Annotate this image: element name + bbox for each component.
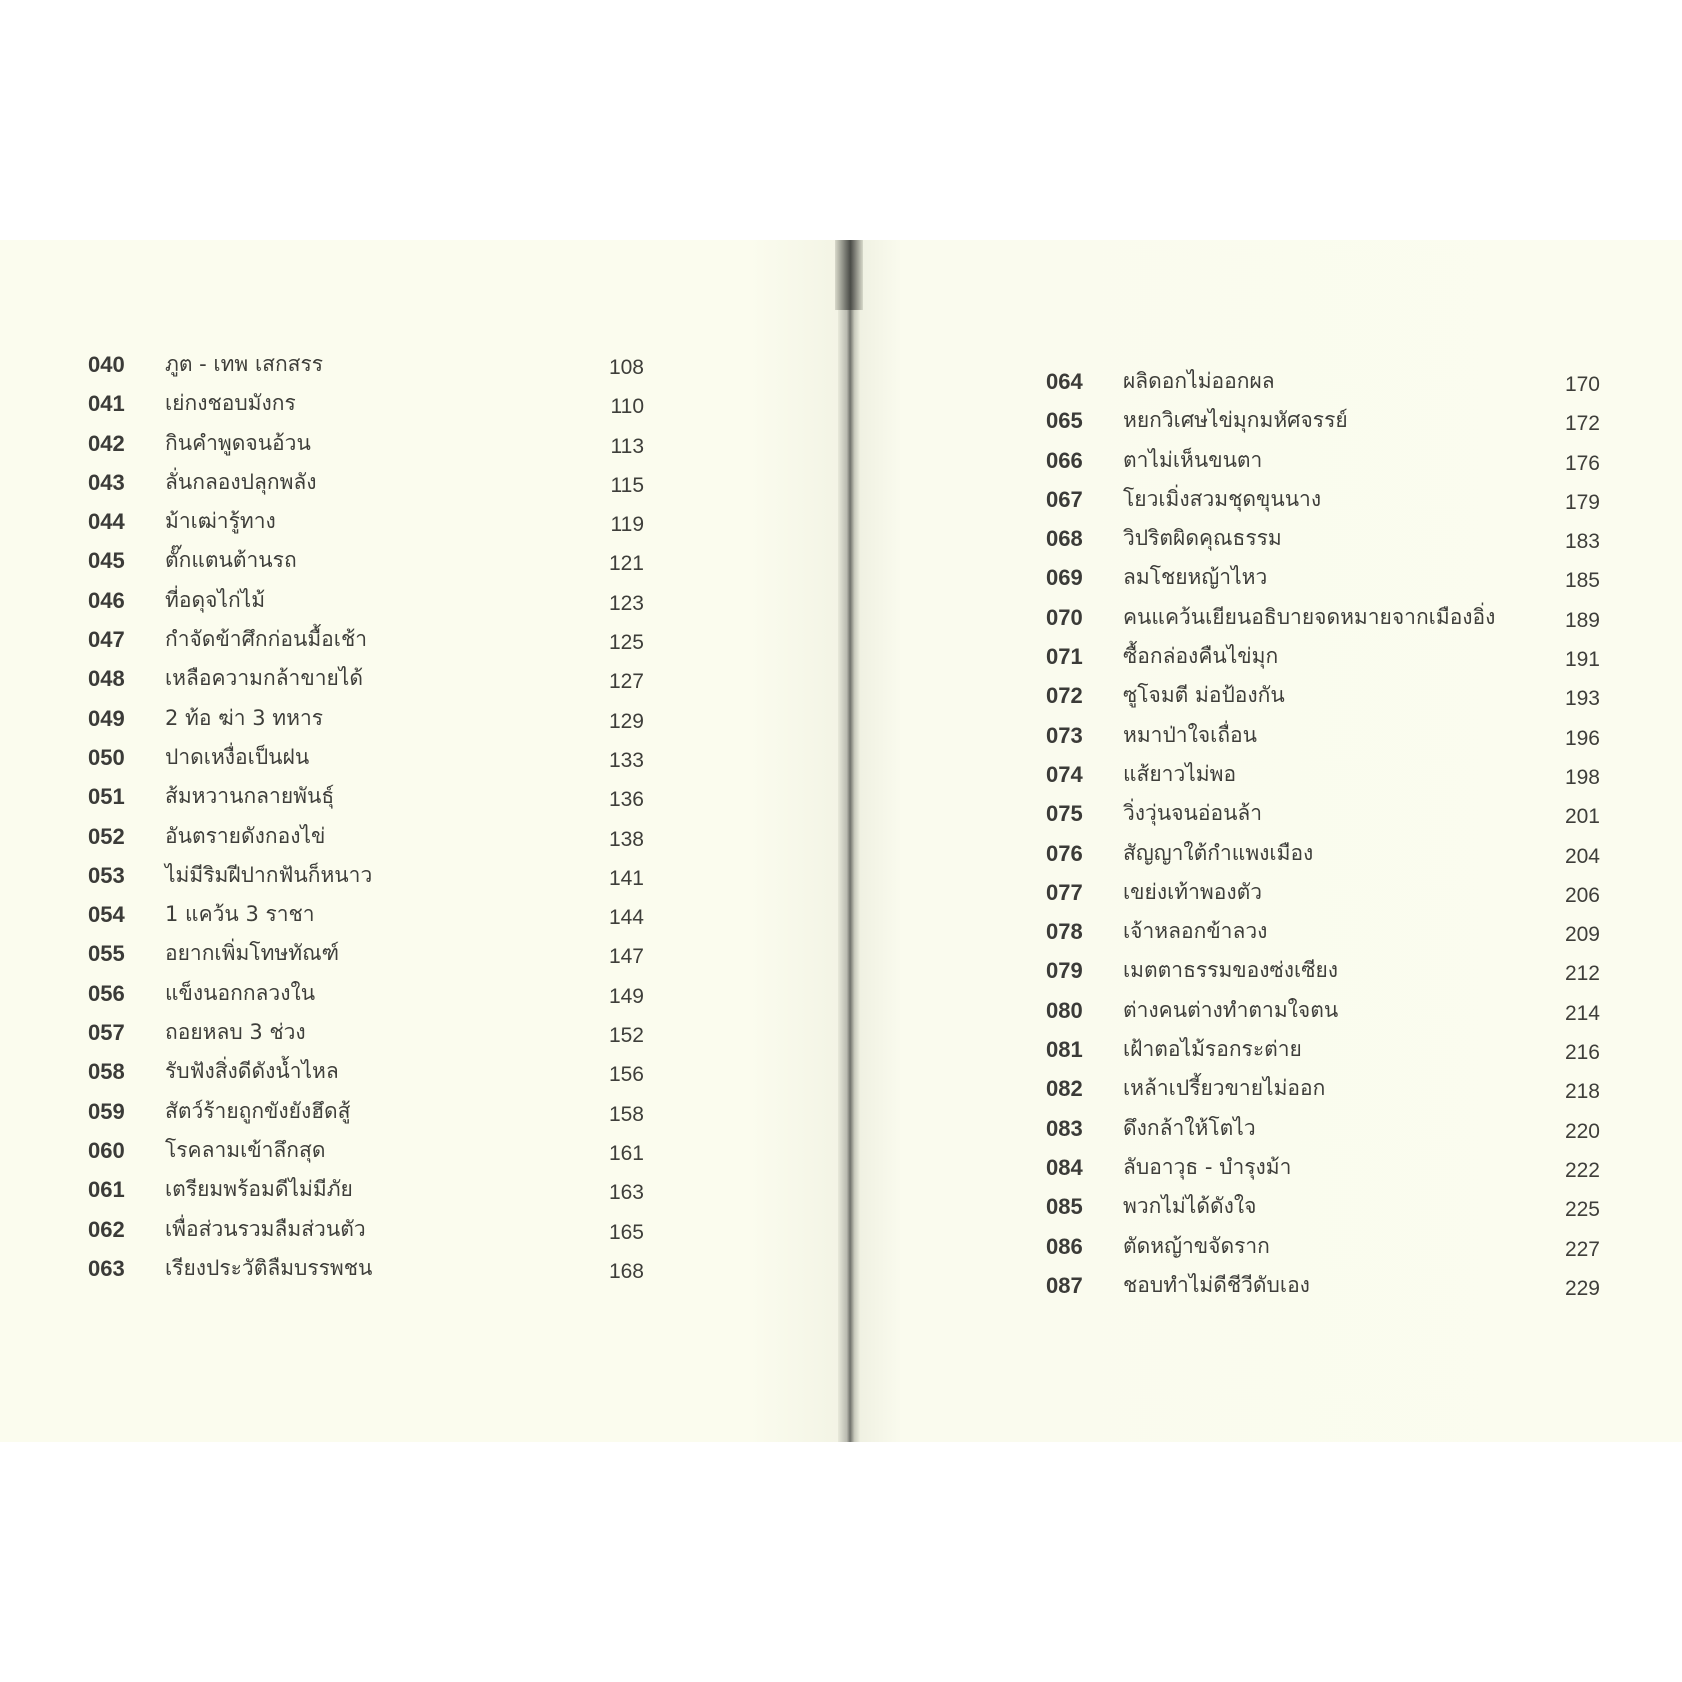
toc-entry bbox=[88, 541, 644, 580]
toc-entry bbox=[1046, 873, 1600, 912]
chapter-number: 075 bbox=[1046, 801, 1083, 827]
page-number: 163 bbox=[608, 1181, 644, 1205]
toc-entry bbox=[1046, 441, 1600, 480]
page-number: 152 bbox=[608, 1024, 644, 1048]
toc-entry bbox=[88, 1092, 644, 1131]
toc-entry bbox=[1046, 755, 1600, 794]
toc-entry bbox=[1046, 1266, 1600, 1305]
chapter-title: อยากเพิ่มโทษทัณฑ์ bbox=[165, 941, 340, 966]
page-number: 193 bbox=[1564, 687, 1600, 711]
page-number: 147 bbox=[608, 945, 644, 969]
chapter-title: ชอบทำไม่ดีชีวีดับเอง bbox=[1123, 1272, 1310, 1297]
page-number: 123 bbox=[608, 591, 644, 615]
page-number: 185 bbox=[1564, 569, 1600, 593]
chapter-number: 085 bbox=[1046, 1194, 1083, 1220]
chapter-title: 1 แคว้น 3 ราชา bbox=[165, 902, 315, 927]
toc-entry bbox=[1046, 519, 1600, 558]
toc-entry bbox=[88, 1170, 644, 1209]
page-number: 121 bbox=[608, 552, 644, 576]
chapter-title: วิปริตผิดคุณธรรม bbox=[1123, 526, 1282, 551]
toc-entry bbox=[88, 1052, 644, 1091]
page-number: 198 bbox=[1564, 765, 1600, 789]
chapter-title: คนแคว้นเยียนอธิบายจดหมายจากเมืองอิ่ง bbox=[1123, 604, 1496, 629]
page-number: 136 bbox=[608, 788, 644, 812]
toc-entry bbox=[1046, 598, 1600, 637]
chapter-title: ถอยหลบ 3 ช่วง bbox=[165, 1020, 306, 1045]
chapter-title: ปาดเหงื่อเป็นฝน bbox=[165, 744, 310, 769]
chapter-number: 042 bbox=[88, 430, 125, 456]
page-number: 170 bbox=[1564, 373, 1600, 396]
chapter-number: 045 bbox=[88, 548, 125, 574]
toc-entry bbox=[88, 659, 644, 698]
chapter-number: 063 bbox=[88, 1255, 125, 1281]
chapter-number: 083 bbox=[1046, 1115, 1083, 1141]
chapter-number: 059 bbox=[88, 1098, 125, 1124]
chapter-number: 056 bbox=[88, 980, 125, 1006]
toc-entry bbox=[1046, 1030, 1600, 1069]
chapter-title: ลมโชยหญ้าไหว bbox=[1123, 565, 1268, 590]
chapter-title: เหล้าเปรี้ยวขายไม่ออก bbox=[1123, 1076, 1326, 1101]
chapter-title: เรียงประวัติลืมบรรพชน bbox=[165, 1255, 373, 1280]
chapter-title: โรคลามเข้าลึกสุด bbox=[165, 1137, 326, 1162]
page-number: 110 bbox=[610, 395, 644, 419]
chapter-title: เหลือความกล้าขายได้ bbox=[165, 666, 364, 691]
toc-entry bbox=[88, 777, 644, 816]
chapter-number: 050 bbox=[88, 744, 125, 770]
page-number: 227 bbox=[1564, 1237, 1600, 1261]
toc-entry bbox=[88, 856, 644, 895]
toc-entry bbox=[1046, 716, 1600, 755]
page-number: 165 bbox=[608, 1220, 644, 1244]
page-number: 161 bbox=[608, 1141, 644, 1165]
page-number: 204 bbox=[1564, 844, 1600, 868]
page-number: 176 bbox=[1564, 451, 1600, 475]
toc-entry bbox=[88, 581, 644, 620]
toc-entry bbox=[88, 1249, 644, 1288]
toc-entry bbox=[88, 699, 644, 738]
toc-entry bbox=[1046, 637, 1600, 676]
chapter-title: กำจัดข้าศึกก่อนมื้อเช้า bbox=[165, 627, 368, 652]
page-number: 212 bbox=[1564, 962, 1600, 986]
chapter-number: 044 bbox=[88, 509, 125, 535]
chapter-title: พวกไม่ได้ดังใจ bbox=[1123, 1194, 1257, 1219]
page-number: 172 bbox=[1564, 412, 1600, 436]
chapter-title: ผลิดอกไม่ออกผล bbox=[1123, 369, 1275, 393]
toc-entry bbox=[88, 895, 644, 934]
toc-entry bbox=[1046, 480, 1600, 519]
toc-entry bbox=[1046, 1109, 1600, 1148]
toc-entry bbox=[88, 345, 644, 384]
page-number: 158 bbox=[608, 1102, 644, 1126]
chapter-number: 047 bbox=[88, 627, 125, 653]
chapter-number: 067 bbox=[1046, 486, 1083, 512]
chapter-title: ต่างคนต่างทำตามใจตน bbox=[1123, 997, 1339, 1022]
chapter-title: วิ่งวุ่นจนอ่อนล้า bbox=[1123, 801, 1263, 826]
chapter-title: ส้มหวานกลายพันธุ์ bbox=[165, 784, 335, 809]
chapter-number: 087 bbox=[1046, 1272, 1083, 1298]
page-number: 225 bbox=[1564, 1198, 1600, 1222]
page-number: 201 bbox=[1564, 805, 1600, 829]
toc-entry bbox=[1046, 1148, 1600, 1187]
chapter-number: 082 bbox=[1046, 1076, 1083, 1102]
chapter-title: รับฟังสิ่งดีดังน้ำไหล bbox=[165, 1059, 339, 1084]
chapter-title: ไม่มีริมฝีปากฟันก็หนาว bbox=[165, 862, 373, 887]
chapter-title: เย่กงชอบมังกร bbox=[165, 391, 296, 416]
chapter-number: 066 bbox=[1046, 447, 1083, 473]
toc-entry bbox=[88, 384, 644, 423]
chapter-number: 072 bbox=[1046, 683, 1083, 709]
chapter-number: 058 bbox=[88, 1059, 125, 1085]
toc-entry bbox=[1046, 794, 1600, 833]
page-number: 189 bbox=[1564, 608, 1600, 632]
page-number: 206 bbox=[1564, 883, 1600, 907]
chapter-title: สัตว์ร้ายถูกขังยังฮึดสู้ bbox=[165, 1098, 351, 1123]
chapter-number: 068 bbox=[1046, 526, 1083, 552]
chapter-number: 062 bbox=[88, 1216, 125, 1242]
toc-entry bbox=[1046, 676, 1600, 715]
chapter-title: ตั๊กแตนต้านรถ bbox=[165, 548, 297, 573]
page-number: 156 bbox=[608, 1063, 644, 1087]
chapter-title: ซูโจมตี ม่อป้องกัน bbox=[1123, 683, 1285, 708]
chapter-title: ซื้อกล่องคืนไข่มุก bbox=[1123, 644, 1279, 669]
page-number: 214 bbox=[1564, 1001, 1600, 1025]
chapter-title: ลับอาวุธ - บำรุงม้า bbox=[1123, 1154, 1292, 1179]
toc-list-right bbox=[1046, 362, 1600, 1305]
chapter-title: แข็งนอกกลวงใน bbox=[165, 980, 316, 1005]
chapter-title: อันตรายดังกองไข่ bbox=[165, 823, 326, 848]
chapter-number: 069 bbox=[1046, 565, 1083, 591]
page-number: 218 bbox=[1564, 1080, 1600, 1104]
chapter-number: 054 bbox=[88, 902, 125, 928]
page-number: 209 bbox=[1564, 923, 1600, 947]
chapter-title: เฝ้าตอไม้รอกระต่าย bbox=[1123, 1037, 1302, 1062]
page-number: 115 bbox=[610, 473, 644, 497]
chapter-number: 046 bbox=[88, 587, 125, 613]
toc-entry bbox=[1046, 1187, 1600, 1226]
toc-entry bbox=[1046, 912, 1600, 951]
toc-entry bbox=[88, 934, 644, 973]
chapter-title: สัญญาใต้กำแพงเมือง bbox=[1123, 840, 1314, 865]
toc-entry bbox=[88, 620, 644, 659]
chapter-number: 074 bbox=[1046, 761, 1083, 787]
toc-entry bbox=[1046, 1227, 1600, 1266]
page-number: 138 bbox=[608, 827, 644, 851]
page-number: 141 bbox=[608, 866, 644, 890]
toc-entry bbox=[88, 1210, 644, 1249]
chapter-title: ดึงกล้าให้โตไว bbox=[1123, 1115, 1256, 1140]
toc-entry bbox=[1046, 401, 1600, 440]
chapter-number: 060 bbox=[88, 1137, 125, 1163]
page-number: 127 bbox=[608, 670, 644, 694]
chapter-number: 055 bbox=[88, 941, 125, 967]
chapter-title: เขย่งเท้าพองตัว bbox=[1123, 879, 1263, 904]
page-number: 125 bbox=[608, 631, 644, 655]
page-number: 149 bbox=[608, 984, 644, 1008]
chapter-number: 064 bbox=[1046, 369, 1083, 394]
page-number: 196 bbox=[1564, 726, 1600, 750]
chapter-title: ตัดหญ้าขจัดราก bbox=[1123, 1233, 1270, 1258]
toc-entry bbox=[88, 974, 644, 1013]
chapter-number: 081 bbox=[1046, 1037, 1083, 1063]
page-number: 129 bbox=[608, 709, 644, 733]
page-number: 119 bbox=[610, 513, 644, 537]
chapter-title: ภูต - เทพ เสกสรร bbox=[165, 352, 324, 376]
chapter-number: 065 bbox=[1046, 408, 1083, 434]
gutter-shadow bbox=[835, 240, 863, 310]
toc-entry bbox=[1046, 362, 1600, 401]
chapter-title: เพื่อส่วนรวมลืมส่วนตัว bbox=[165, 1216, 366, 1241]
toc-entry bbox=[88, 738, 644, 777]
chapter-number: 041 bbox=[88, 391, 125, 417]
chapter-number: 084 bbox=[1046, 1154, 1083, 1180]
chapter-number: 052 bbox=[88, 823, 125, 849]
toc-entry bbox=[88, 502, 644, 541]
chapter-number: 053 bbox=[88, 862, 125, 888]
page-number: 168 bbox=[608, 1259, 644, 1283]
chapter-title: กินคำพูดจนอ้วน bbox=[165, 430, 311, 455]
chapter-number: 070 bbox=[1046, 604, 1083, 630]
toc-entry bbox=[1046, 951, 1600, 990]
page-number: 113 bbox=[610, 434, 644, 458]
chapter-number: 076 bbox=[1046, 840, 1083, 866]
page-number: 144 bbox=[608, 906, 644, 930]
chapter-number: 077 bbox=[1046, 879, 1083, 905]
page-number: 220 bbox=[1564, 1119, 1600, 1143]
toc-entry bbox=[1046, 1069, 1600, 1108]
chapter-number: 073 bbox=[1046, 722, 1083, 748]
chapter-number: 078 bbox=[1046, 919, 1083, 945]
chapter-title: หยกวิเศษไข่มุกมหัศจรรย์ bbox=[1123, 408, 1348, 433]
toc-entry bbox=[88, 424, 644, 463]
chapter-number: 043 bbox=[88, 469, 125, 495]
toc-entry bbox=[1046, 991, 1600, 1030]
book-gutter bbox=[838, 240, 860, 1442]
toc-entry bbox=[88, 817, 644, 856]
page-number: 133 bbox=[608, 748, 644, 772]
chapter-number: 079 bbox=[1046, 958, 1083, 984]
chapter-title: แส้ยาวไม่พอ bbox=[1123, 761, 1237, 786]
chapter-title: ตาไม่เห็นขนตา bbox=[1123, 447, 1263, 472]
chapter-title: ม้าเฒ่ารู้ทาง bbox=[165, 509, 276, 534]
chapter-title: 2 ท้อ ฆ่า 3 ทหาร bbox=[165, 705, 324, 730]
chapter-number: 049 bbox=[88, 705, 125, 731]
chapter-number: 080 bbox=[1046, 997, 1083, 1023]
toc-entry bbox=[1046, 558, 1600, 597]
toc-entry bbox=[88, 463, 644, 502]
chapter-number: 040 bbox=[88, 352, 125, 377]
page-number: 229 bbox=[1564, 1276, 1600, 1300]
chapter-number: 051 bbox=[88, 784, 125, 810]
chapter-number: 071 bbox=[1046, 644, 1083, 670]
page-number: 108 bbox=[608, 356, 644, 379]
page-number: 222 bbox=[1564, 1158, 1600, 1182]
page-number: 191 bbox=[1564, 648, 1600, 672]
chapter-number: 048 bbox=[88, 666, 125, 692]
chapter-title: หมาป่าใจเถื่อน bbox=[1123, 722, 1258, 747]
page-number: 183 bbox=[1564, 530, 1600, 554]
page-number: 179 bbox=[1564, 490, 1600, 514]
chapter-title: เมตตาธรรมของซ่งเซียง bbox=[1123, 958, 1339, 983]
toc-entry bbox=[88, 1131, 644, 1170]
chapter-title: ลั่นกลองปลุกพลัง bbox=[165, 469, 317, 494]
toc-entry bbox=[88, 1013, 644, 1052]
chapter-number: 086 bbox=[1046, 1233, 1083, 1259]
chapter-title: เจ้าหลอกข้าลวง bbox=[1123, 919, 1268, 944]
chapter-title: โยวเมิ่งสวมชุดขุนนาง bbox=[1123, 486, 1322, 511]
chapter-title: ที่อดุจไก่ไม้ bbox=[165, 587, 266, 612]
chapter-number: 061 bbox=[88, 1177, 125, 1203]
page-number: 216 bbox=[1564, 1041, 1600, 1065]
chapter-title: เตรียมพร้อมดีไม่มีภัย bbox=[165, 1177, 353, 1202]
toc-list-left bbox=[88, 345, 644, 1288]
chapter-number: 057 bbox=[88, 1020, 125, 1046]
toc-entry bbox=[1046, 834, 1600, 873]
